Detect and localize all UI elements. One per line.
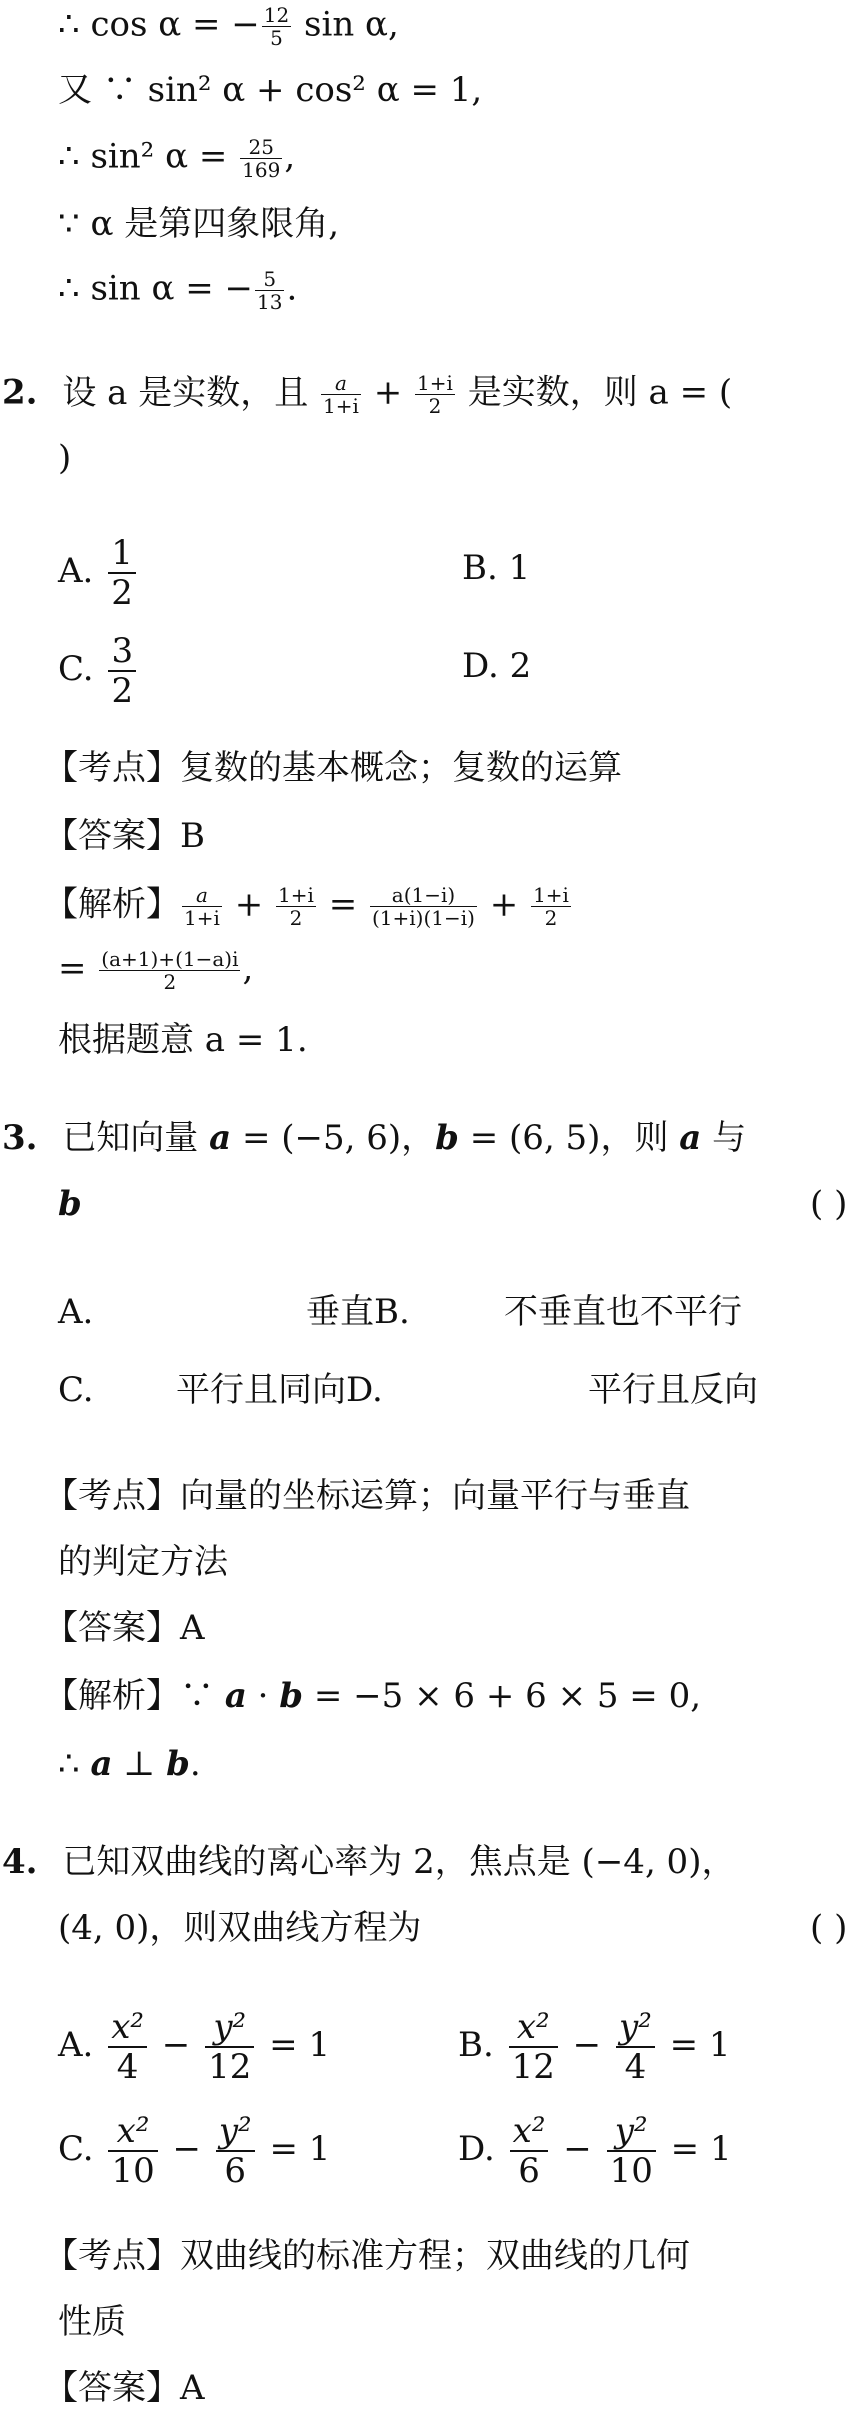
q2-answer: 【答案】B bbox=[44, 816, 205, 856]
fraction: $\frac{\text{y²}}{6}$ bbox=[216, 2112, 255, 2190]
q4-stem-line-2: (4, 0)，则双曲线方程为 bbox=[58, 1908, 422, 1948]
fraction: $\frac{5}{13}$ bbox=[257, 267, 283, 314]
intro-line-1: ∴ cos α = − $\frac{12}{5}$ sin α, bbox=[58, 3, 399, 50]
fraction: $\frac{a}{1+i}$ bbox=[323, 371, 359, 418]
q3-stem-line-2: b bbox=[58, 1184, 82, 1224]
fraction: $\frac{(a+1)+(1-a)i}{2}$ bbox=[101, 947, 239, 994]
q2-option-d: D. 2 bbox=[462, 646, 532, 686]
intro-line-3: ∴ sin² α = $\frac{25}{169}$ , bbox=[58, 135, 296, 182]
q3-option-b-text: 不垂直也不平行 bbox=[504, 1292, 742, 1332]
q3-option-c-text: 平行且同向D. bbox=[176, 1370, 383, 1410]
fraction: $\frac{\text{x²}}{12}$ bbox=[509, 2008, 558, 2086]
q4-answer: 【答案】A bbox=[44, 2368, 205, 2408]
fraction: $\frac{25}{169}$ bbox=[242, 135, 281, 182]
q3-kaodian-line-2: 的判定方法 bbox=[58, 1542, 228, 1582]
q2-option-b: B. 1 bbox=[462, 548, 531, 588]
q4-answer-paren: ( ) bbox=[810, 1908, 848, 1948]
fraction: $\frac{\text{y²}}{10}$ bbox=[607, 2112, 656, 2190]
q3-option-c-label: C. bbox=[58, 1370, 94, 1410]
q2-stem-end: ) bbox=[58, 438, 72, 478]
q4-option-d: D. $\frac{\text{x²}}{6}$ − $\frac{\text{y²}}{10}$ = 1 bbox=[458, 2111, 732, 2191]
q4-option-a: A. $\frac{\text{x²}}{4}$ − $\frac{\text{y²}}{12}$ = 1 bbox=[58, 2007, 331, 2087]
q4-option-c: C. $\frac{\text{x²}}{10}$ − $\frac{\text{y²}}{6}$ = 1 bbox=[58, 2111, 331, 2191]
q3-jiexi-line-1: 【解析】∵ a · b = −5 × 6 + 6 × 5 = 0, bbox=[44, 1676, 702, 1716]
fraction: $\frac{3}{2}$ bbox=[108, 632, 136, 710]
q3-kaodian-line-1: 【考点】向量的坐标运算；向量平行与垂直 bbox=[44, 1476, 690, 1516]
q4-option-b: B. $\frac{\text{x²}}{12}$ − $\frac{\text{y²}}{4}$ = 1 bbox=[458, 2007, 731, 2087]
fraction: $\frac{\text{x²}}{10}$ bbox=[108, 2112, 157, 2190]
intro-line-5: ∴ sin α = − $\frac{5}{13}$ . bbox=[58, 267, 298, 314]
q2-option-a: A. $\frac{1}{2}$ bbox=[58, 534, 140, 612]
q3-answer-paren: ( ) bbox=[810, 1184, 848, 1224]
q4-kaodian-line-1: 【考点】双曲线的标准方程；双曲线的几何 bbox=[44, 2236, 690, 2276]
q4-kaodian-line-2: 性质 bbox=[58, 2302, 126, 2342]
q2-kaodian: 【考点】复数的基本概念；复数的运算 bbox=[44, 748, 622, 788]
q2-jiexi-line-2: = $\frac{(a+1)+(1-a)i}{2}$ , bbox=[58, 947, 254, 994]
fraction: $\frac{\text{y²}}{4}$ bbox=[616, 2008, 655, 2086]
q3-option-a-text: 垂直B. bbox=[306, 1292, 410, 1332]
intro-line-4: ∵ α 是第四象限角, bbox=[58, 204, 340, 244]
fraction: $\frac{12}{5}$ bbox=[263, 3, 290, 50]
q3-option-d-text: 平行且反向 bbox=[588, 1370, 758, 1410]
q2-jiexi-line-3: 根据题意 a = 1. bbox=[58, 1020, 308, 1060]
fraction: $\frac{a(1-i)}{(1+i)(1-i)}$ bbox=[372, 883, 475, 930]
fraction: $\frac{\text{x²}}{4}$ bbox=[108, 2008, 147, 2086]
question-number: 2. bbox=[2, 372, 38, 413]
q3-option-a-label: A. bbox=[58, 1292, 94, 1332]
fraction: $\frac{1+i}{2}$ bbox=[417, 371, 453, 418]
fraction: $\frac{\text{y²}}{12}$ bbox=[205, 2008, 254, 2086]
fraction: $\frac{\text{x²}}{6}$ bbox=[510, 2112, 549, 2190]
fraction: $\frac{1+i}{2}$ bbox=[278, 883, 314, 930]
question-number: 3. bbox=[2, 1118, 38, 1158]
question-number: 4. bbox=[2, 1842, 38, 1882]
q2-stem: 2. 设 a 是实数，且 $\frac{a}{1+i}$ + $\frac{1+i}{2}$ 是实数，则 a = ( bbox=[2, 371, 733, 418]
fraction: $\frac{a}{1+i}$ bbox=[184, 883, 220, 930]
q2-jiexi-line-1: 【解析】 $\frac{a}{1+i}$ + $\frac{1+i}{2}$ = $\frac{a(1-i)}{(1+i)(1-i)}$ + $\frac{1+i}{2}$ bbox=[44, 883, 569, 930]
intro-line-2: 又 ∵ sin² α + cos² α = 1, bbox=[58, 70, 483, 110]
q4-stem: 4. 已知双曲线的离心率为 2，焦点是 (−4, 0)， bbox=[2, 1842, 736, 1882]
q3-answer: 【答案】A bbox=[44, 1608, 205, 1648]
fraction: $\frac{1+i}{2}$ bbox=[533, 883, 569, 930]
q3-stem: 3. 已知向量 a = (−5, 6)，b = (6, 5)，则 a 与 bbox=[2, 1118, 747, 1158]
q3-jiexi-line-2: ∴ a ⊥ b. bbox=[58, 1744, 201, 1784]
q2-option-c: C. $\frac{3}{2}$ bbox=[58, 632, 140, 710]
fraction: $\frac{1}{2}$ bbox=[108, 534, 136, 612]
